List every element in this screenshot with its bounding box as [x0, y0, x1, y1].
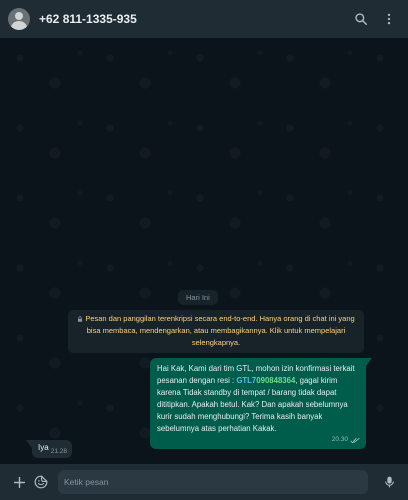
contact-name[interactable]: +62 811-1335-935 — [39, 12, 137, 26]
message-input[interactable] — [58, 470, 368, 494]
message-text: Iya — [38, 443, 49, 452]
tracking-link[interactable] — [236, 376, 295, 385]
bubble-tail — [366, 358, 372, 366]
message-time: 21.28 — [50, 448, 67, 455]
message-meta — [332, 434, 360, 446]
search-button[interactable] — [350, 8, 372, 30]
date-chip: Hari Ini — [178, 290, 218, 305]
message-time: 20.30 — [331, 436, 348, 443]
compose-bar — [0, 464, 408, 500]
incoming-message[interactable] — [32, 440, 72, 458]
attach-button[interactable] — [8, 471, 30, 493]
message-text: Hai Kak, Kami dari tim GTL, mohon izin konfirmasi terkait pesanan dengan resi : — [157, 364, 355, 385]
outgoing-message[interactable] — [150, 358, 366, 449]
double-check-icon — [350, 437, 360, 444]
sticker-button[interactable] — [30, 471, 52, 493]
tracking-prefix: GTL7 — [236, 376, 257, 385]
avatar-head-shape — [15, 12, 23, 20]
lock-icon — [77, 316, 83, 322]
sticker-icon — [34, 475, 48, 489]
kebab-menu-icon — [382, 12, 396, 26]
bubble-tail — [26, 440, 32, 448]
encryption-notice[interactable] — [68, 310, 364, 353]
menu-button[interactable] — [378, 8, 400, 30]
message-text-continued: , gagal kirim karena Tidak standby di tempat / barang tidak dapat dititipkan. Apakah betul. Kak? Dan apakah sebelumnya kurir sudah menghubungi? Terima kasih banyak sebelumnya atas perhatian Kakak. — [157, 376, 348, 433]
avatar-body-shape — [11, 21, 27, 30]
encryption-notice-text: Pesan dan panggilan terenkripsi secara end-to-end. Hanya orang di chat ini yang bisa membaca, mendengarkan, atau membagikannya. Klik untuk mempelajari selengkapnya. — [85, 314, 355, 347]
microphone-icon — [383, 475, 396, 489]
plus-icon — [13, 476, 26, 489]
voice-message-button[interactable] — [378, 471, 400, 493]
search-icon — [354, 12, 368, 26]
tracking-number: 090848364 — [256, 376, 296, 385]
chat-header — [0, 0, 408, 38]
message-input-placeholder: Ketik pesan — [64, 477, 109, 487]
chat-area[interactable] — [0, 38, 408, 464]
avatar[interactable] — [8, 8, 30, 30]
